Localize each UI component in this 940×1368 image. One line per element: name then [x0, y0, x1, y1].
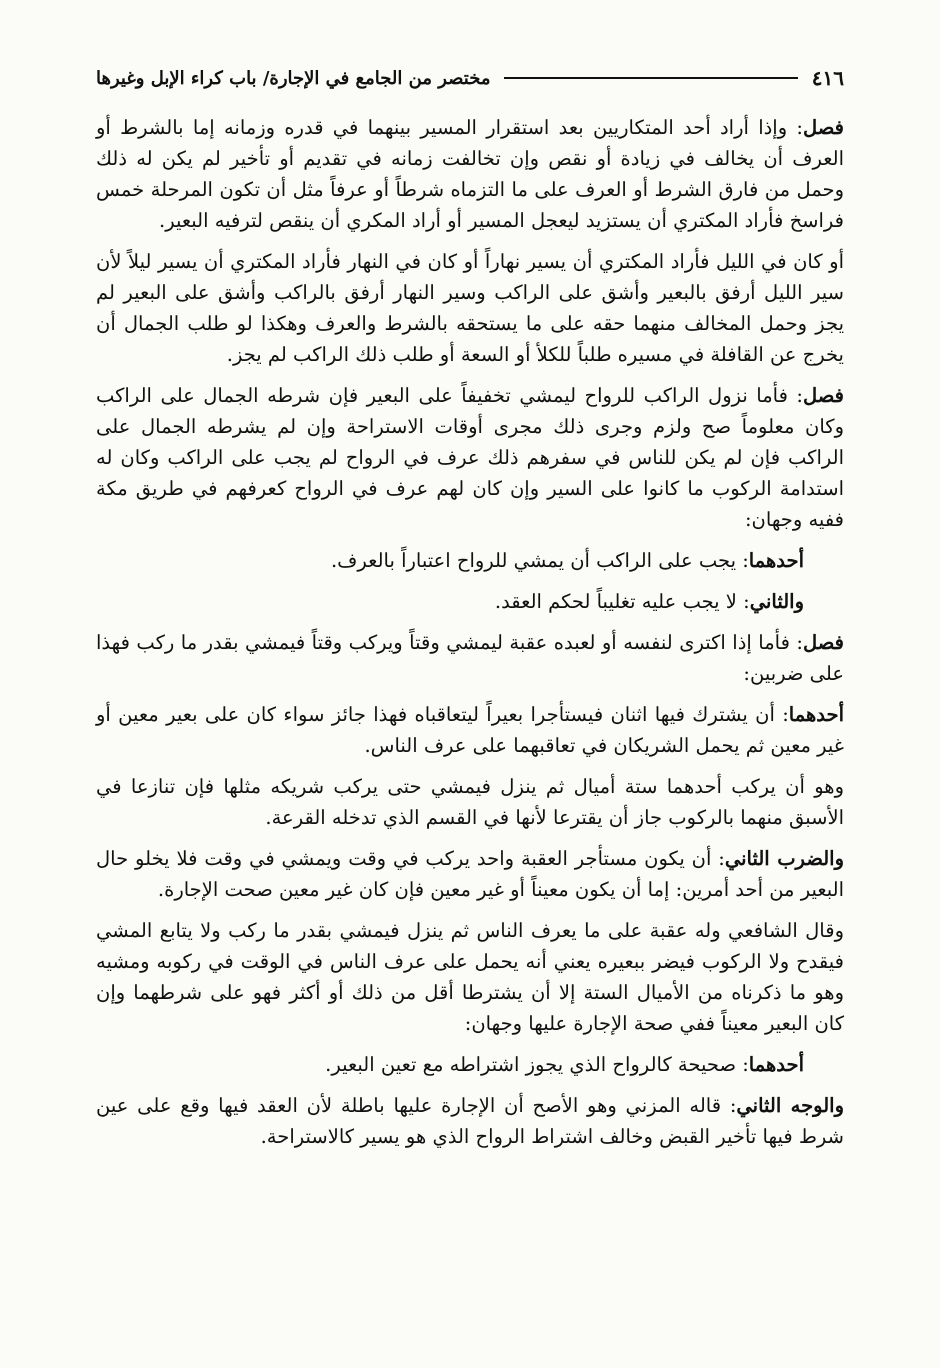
lead-separator: :	[736, 549, 749, 572]
lead-separator: :	[787, 384, 803, 407]
paragraph	[96, 1090, 844, 1152]
paragraph-text: أن يكون مستأجر العقبة واحد يركب في وقت ويمشي في وقت فلا يخلو حال البعير من أحد أمرين: إما أن يكون معيناً أو غير معين فإن كان غير معين صحت الإجارة.	[96, 847, 844, 901]
paragraph-text: وإذا أراد أحد المتكاريين بعد استقرار المسير بينهما في قدره وزمانه إما بالشرط أو العرف أن يخالف في زيادة أو نقص وإن تخالفت زمانه في تقديم أو تأخير لم يكن له ذلك وحمل من فارق الشرط أو العرف على ما التزماه شرطاً أو عرفاً مثل أن تكون المرحلة خمس فراسخ فأراد المكتري أن يستزيد ليعجل المسير أو أراد المكري أن ينقص لترفيه البعير.	[96, 116, 844, 232]
lead-separator: :	[736, 1053, 749, 1076]
paragraph	[96, 771, 844, 833]
paragraph-text: وقال الشافعي وله عقبة على ما يعرف الناس ثم ينزل فيمشي بقدر ما ركب ولا يتابع المشي فيقدح ولا الركوب فيضر ببعيره يعني أنه يحمل على عرف الناس في الوقت في ركوبه ومشيه وهو ما ذكرناه من الأميال الستة إلا أن يشترطا أقل من ذلك أو أكثر فهو على شرطهما وإن كان البعير معيناً ففي صحة الإجارة عليها وجهان:	[96, 919, 844, 1035]
paragraph	[96, 699, 844, 761]
lead-separator: :	[774, 703, 789, 726]
paragraph	[96, 380, 844, 535]
lead-separator: :	[787, 116, 803, 139]
paragraph	[96, 1049, 844, 1080]
paragraph-lead: فصل	[802, 384, 844, 407]
paragraph-text: فأما إذا اكترى لنفسه أو لعبده عقبة ليمشي وقتاً ويركب وقتاً فيمشي بقدر ما ركب فهذا على ضربين:	[96, 631, 844, 685]
lead-separator: :	[721, 1094, 737, 1117]
lead-separator: :	[711, 847, 725, 870]
paragraph	[96, 843, 844, 905]
paragraph-lead: أحدهما	[748, 1053, 804, 1076]
paragraph	[96, 915, 844, 1039]
paragraph-text: قاله المزني وهو الأصح أن الإجارة عليها باطلة لأن العقد فيها وقع على عين شرط فيها تأخير القبض وخالف اشتراط الرواح الذي هو يسير كالاستراحة.	[96, 1094, 844, 1148]
paragraph-text: يجب على الراكب أن يمشي للرواح اعتباراً بالعرف.	[330, 549, 736, 572]
paragraph	[96, 586, 844, 617]
lead-separator: :	[789, 631, 803, 654]
paragraph-text: لا يجب عليه تغليباً لحكم العقد.	[494, 590, 737, 613]
page-number: ٤١٦	[811, 66, 844, 90]
running-title: مختصر من الجامع في الإجارة/ باب كراء الإبل وغيرها	[96, 67, 491, 89]
paragraph-lead: أحدهما	[748, 549, 804, 572]
lead-separator: :	[736, 590, 750, 613]
paragraph-text: فأما نزول الراكب للرواح ليمشي تخفيفاً على البعير فإن شرطه الجمال على الراكب وكان معلوماً صح ولزم وجرى ذلك مجرى أوقات الاستراحة وإن لم يشرطه الجمال على الراكب فإن لم يكن للناس في سفرهم ذلك عرف في الرواح لم يجب على الراكب وكان له استدامة الركوب ما كانوا على السير وإن كان لهم عرف في الرواح كعرفهم في طريق مكة ففيه وجهان:	[96, 384, 844, 531]
header-rule	[504, 77, 797, 79]
paragraph-text: وهو أن يركب أحدهما ستة أميال ثم ينزل فيمشي حتى يركب شريكه مثلها فإن تنازعا في الأسبق منهما بالركوب جاز أن يقترعا لأنها في القسم الذي تدخله القرعة.	[96, 775, 844, 829]
paragraph	[96, 545, 844, 576]
paragraph-lead: والضرب الثاني	[724, 847, 845, 870]
paragraph	[96, 627, 844, 689]
paragraph	[96, 246, 844, 370]
page-body	[96, 112, 844, 1162]
paragraph-lead: والوجه الثاني	[736, 1094, 844, 1117]
page-header	[96, 62, 844, 94]
paragraph-lead: والثاني	[749, 590, 804, 613]
paragraph-lead: فصل	[802, 631, 844, 654]
paragraph-text: أن يشترك فيها اثنان فيستأجرا بعيراً ليتعاقباه فهذا جائز سواء كان على بعير معين أو غير معين ثم يحمل الشريكان في تعاقبهما على عرف الناس.	[96, 703, 844, 757]
paragraph-text: صحيحة كالرواح الذي يجوز اشتراطه مع تعين البعير.	[325, 1053, 736, 1076]
paragraph-lead: فصل	[803, 116, 844, 139]
paragraph-lead: أحدهما	[788, 703, 844, 726]
paragraph	[96, 112, 844, 236]
paragraph-text: أو كان في الليل فأراد المكتري أن يسير نهاراً أو كان في النهار فأراد المكتري أن يسير ليلاً لأن سير الليل أرفق بالبعير وأشق على الراكب وسير النهار أرفق بالراكب وأشق على البعير لم يجز وحمل المخالف منهما حقه على ما يستحقه بالشرط والعرف وهكذا لو طلب الجمال أن يخرج عن القافلة في مسيره طلباً للكلأ أو السعة أو طلب ذلك الراكب لم يجز.	[96, 250, 844, 366]
